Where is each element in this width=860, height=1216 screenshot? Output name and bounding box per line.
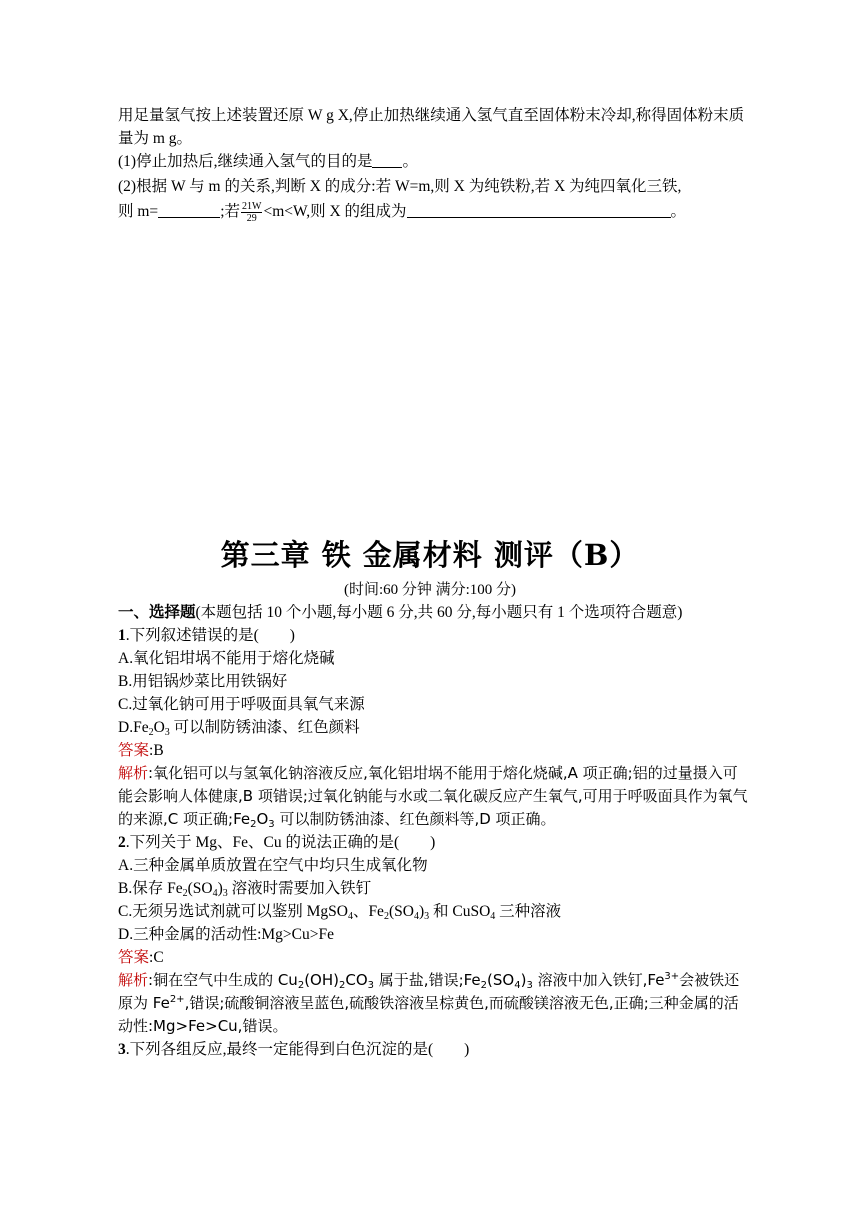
answer-2: 答案:C (118, 949, 164, 966)
option-a: A.氧化铝坩埚不能用于熔化烧碱 (118, 650, 335, 667)
fraction: $\frac{21W}{29}$ (242, 200, 262, 224)
explanation-2: 解析:铜在空气中生成的 $Cu_2(OH)_2CO_3$ 属于盐,错误$;Fe_2(SO_4)_3$ 溶液中加入铁钉$,Fe^{3+}$会被铁还原为 $Fe^{2+}$,错误;硫酸铜溶液呈蓝色,硫酸铁溶液呈棕黄色,而硫酸镁溶液无色,正确;三种金属的活动性:Mg>Fe>Cu,错误。 (118, 971, 740, 1035)
option-d: $D.Fe_2O_3$ 可以制防锈油漆、红色颜料 (118, 719, 360, 738)
option-d: D.三种金属的活动性:Mg>Cu>Fe (118, 926, 334, 943)
option-c: C.过氧化钠可用于呼吸面具氧气来源 (118, 696, 365, 713)
explanation-1: 解析:氧化铝可以与氢氧化钠溶液反应,氧化铝坩埚不能用于熔化烧碱,A 项正确;铝的过量摄入可能会影响人体健康,B 项错误;过氧化钠能与水或二氧化碳反应产生氧气,可用于呼吸面具作为氧气的来源,C 项正确$;Fe_2O_3$ 可以制防锈油漆、红色颜料等,D 项正确。 (118, 764, 748, 830)
subquestion-1: (1)停止加热后,继续通入氢气的目的是 。 (118, 153, 418, 170)
question-3-stem: 3.下列各组反应,最终一定能得到白色沉淀的是( ) (118, 1041, 470, 1058)
exam-subtitle: (时间:60 分钟 满分:100 分) (343, 582, 517, 598)
question-intro: 用足量氢气按上述装置还原 W g X,停止加热继续通入氢气直至固体粉末冷却,称得固体粉末质量为 m g。 (118, 107, 745, 147)
subquestion-2: (2)根据 W 与 m 的关系,判断 X 的成分:若 W=m,则 X 为纯铁粉,若 X 为纯四氧化三铁, (118, 178, 682, 195)
main-content (118, 601, 748, 1061)
option-c: C.无须另选试剂就可以鉴别 MgSO$_4$、$Fe_2(SO_4)_3$ 和 CuSO$_4$ 三种溶液 (118, 903, 562, 922)
answer-blank-composition[interactable] (407, 202, 671, 218)
option-a: A.三种金属单质放置在空气中均只生成氧化物 (118, 857, 428, 874)
option-b: B.用铝锅炒菜比用铁锅好 (118, 673, 288, 690)
previous-question-block (118, 104, 748, 224)
answer-blank-m[interactable] (158, 202, 220, 218)
option-b: B.保存 $Fe_2(SO_4)_3$ 溶液时需要加入铁钉 (118, 880, 372, 899)
page-title: 第三章 铁 金属材料 测评（B） (220, 538, 640, 572)
answer-blank[interactable] (372, 152, 402, 168)
question-1-stem: 1.下列叙述错误的是( ) (118, 627, 295, 644)
section-heading: 一、选择题(本题包括 10 个小题,每小题 6 分,共 60 分,每小题只有 1 个选项符合题意) (118, 604, 683, 621)
question-2-stem: 2.下列关于 Mg、Fe、Cu 的说法正确的是( ) (118, 834, 436, 851)
answer-1: 答案:B (118, 742, 164, 759)
subquestion-2-cont: 则 m= ;若 $\frac{21W}{29}$ <m<W,则 X 的组成为 。 (118, 200, 687, 224)
